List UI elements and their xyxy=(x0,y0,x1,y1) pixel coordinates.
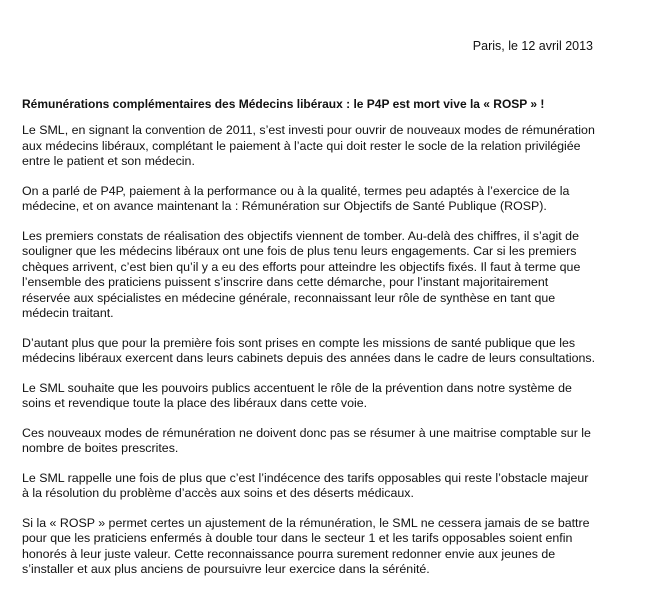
paragraph xyxy=(22,471,626,502)
paragraph-line: Les premiers constats de réalisation des objectifs viennent de tomber. Au-delà des chiffres, il s’agit de xyxy=(22,228,579,243)
paragraph-line: à la résolution du problème d’accès aux soins et des déserts médicaux. xyxy=(22,486,414,500)
paragraph-line: médecins libéraux exercent dans leurs cabinets depuis des années dans le cadre de leurs consultations. xyxy=(22,351,596,365)
paragraph-line: chèques arrivent, c’est bien qu’il y a eu des efforts pour atteindre les objectifs fixés. Il faut à terme que xyxy=(22,259,581,274)
document-body xyxy=(22,123,626,592)
paragraph-line: Le SML rappelle une fois de plus que c’est l’indécence des tarifs opposables qui reste l’obstacle majeur xyxy=(22,470,589,485)
paragraph-line: honorés à leur juste valeur. Cette reconnaissance pourra surement redonner envie aux jeunes de xyxy=(22,546,556,561)
paragraph xyxy=(22,123,626,170)
paragraph-line: On a parlé de P4P, paiement à la performance ou à la qualité, termes peu adaptés à l’exercice de la xyxy=(22,183,570,198)
paragraph-line: soins et revendique toute la place des libéraux dans cette voie. xyxy=(22,396,368,410)
paragraph-line: Si la « ROSP » permet certes un ajustement de la rémunération, le SML ne cessera jamais de se battre xyxy=(22,515,590,530)
paragraph xyxy=(22,229,626,322)
paragraph-line: souligner que les médecins libéraux ont une fois de plus tenu leurs engagements. Car si les premiers xyxy=(22,244,577,258)
paragraph-line: Ces nouveaux modes de rémunération ne doivent donc pas se résumer à une maitrise comptable sur le xyxy=(22,425,591,440)
paragraph-line: s’installer et aux plus anciens de poursuivre leur exercice dans la sérénité. xyxy=(22,562,430,576)
paragraph xyxy=(22,381,626,412)
paragraph-line: entre le patient et son médecin. xyxy=(22,154,195,168)
paragraph xyxy=(22,336,626,367)
document-date: Paris, le 12 avril 2013 xyxy=(472,39,593,53)
paragraph-line: médecine, et on avance maintenant la : Rémunération sur Objectifs de Santé Publique (ROSP). xyxy=(22,199,547,213)
paragraph xyxy=(22,426,626,457)
paragraph-line: pour que les praticiens enfermés à double tour dans le secteur 1 et les tarifs opposables soient enfin xyxy=(22,531,573,545)
paragraph-line: l’ensemble des praticiens puissent s’inscrire dans cette démarche, pour l’instant majoritairement xyxy=(22,275,549,289)
document-title: Rémunérations complémentaires des Médecins libéraux : le P4P est mort vive la « ROSP » ! xyxy=(22,97,545,111)
paragraph-line: réservée aux spécialistes en médecine générale, reconnaissant leur rôle de synthèse en tant que xyxy=(22,290,556,305)
paragraph-line: nombre de boites prescrites. xyxy=(22,441,179,455)
paragraph-line: médecin traitant. xyxy=(22,306,114,320)
paragraph-line: Le SML, en signant la convention de 2011, s’est investi pour ouvrir de nouveaux modes de rémunération xyxy=(22,123,595,137)
paragraph xyxy=(22,184,626,215)
paragraph xyxy=(22,516,626,578)
paragraph-line: Le SML souhaite que les pouvoirs publics accentuent le rôle de la prévention dans notre système de xyxy=(22,380,572,395)
paragraph-line: D’autant plus que pour la première fois sont prises en compte les missions de santé publique que les xyxy=(22,335,576,350)
paragraph-line: aux médecins libéraux, complétant le paiement à l’acte qui doit rester le socle de la relation privilégiée xyxy=(22,138,581,153)
